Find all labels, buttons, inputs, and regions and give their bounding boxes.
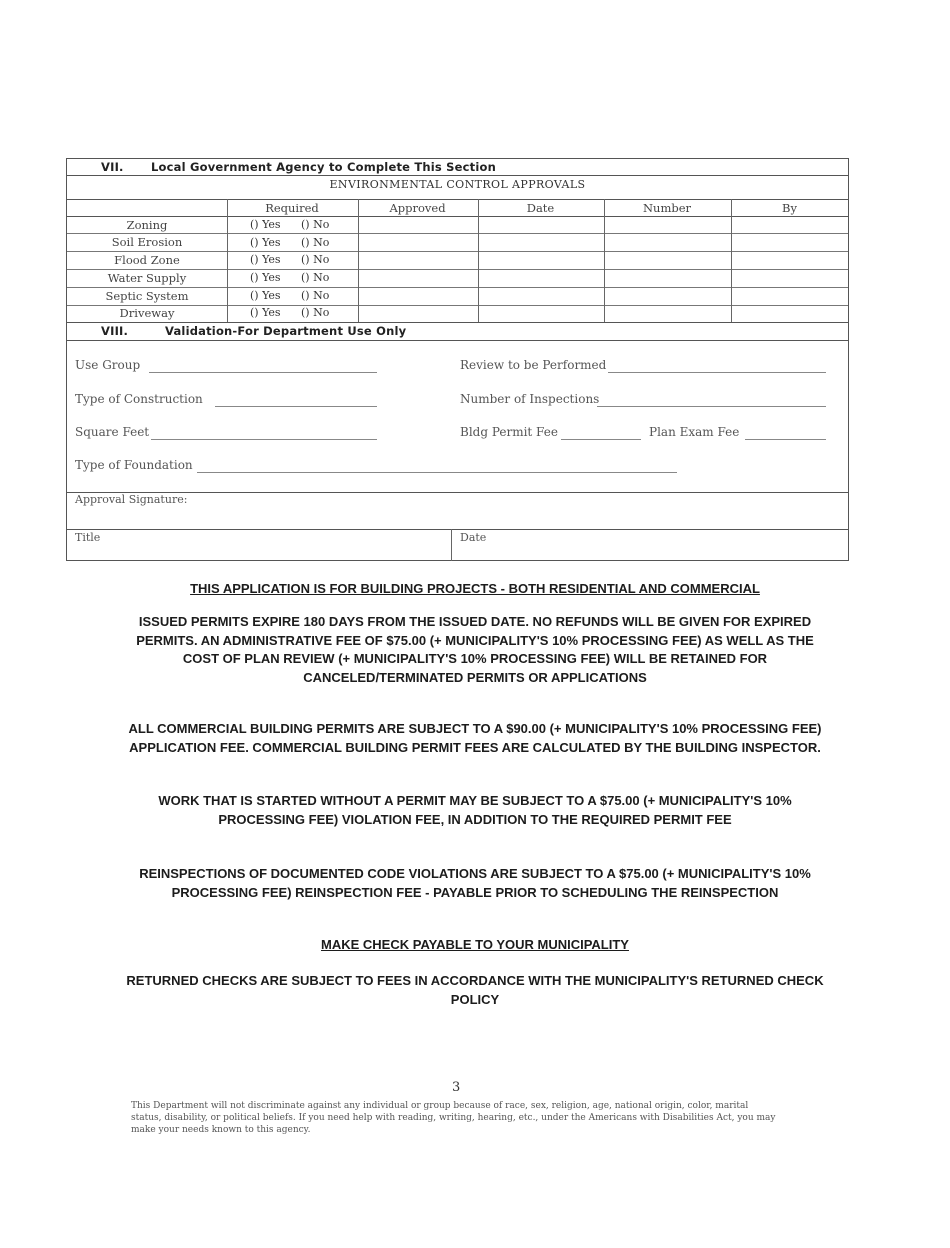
col-required: Required (265, 201, 319, 215)
number-inspections-input[interactable] (597, 406, 826, 407)
flood-zone-yes-option[interactable]: () Yes (250, 253, 281, 266)
title-label: Title (75, 531, 101, 544)
number-inspections-label: Number of Inspections (460, 392, 600, 406)
date-label: Date (460, 531, 487, 544)
col-number: Number (642, 201, 692, 215)
use-group-input[interactable] (149, 372, 377, 373)
environmental-control-title: ENVIRONMENTAL CONTROL APPROVALS (329, 178, 586, 191)
section-viii-title: Validation-For Department Use Only (165, 324, 407, 338)
plan-exam-fee-label: Plan Exam Fee (649, 425, 740, 439)
plan-exam-fee-input[interactable] (745, 439, 826, 440)
zoning-no-option[interactable]: () No (301, 218, 330, 231)
nondiscrimination-footer: This Department will not discriminate against any individual or group because of race, sex, religion, age, national origin, color, marital status, disability, or political beliefs. If you need help with reading, writing, hearing, etc., under the Americans with Disabilities Act, you may make your needs known to this agency. (131, 1101, 776, 1135)
row-label-zoning: Zoning (126, 218, 168, 232)
permit-form-section (66, 158, 849, 561)
type-foundation-input[interactable] (197, 472, 677, 473)
driveway-no-option[interactable]: () No (301, 306, 330, 319)
col-approved: Approved (389, 201, 446, 215)
page-number: 3 (452, 1080, 461, 1095)
notice-application-scope: THIS APPLICATION IS FOR BUILDING PROJECTS - BOTH RESIDENTIAL AND COMMERCIAL (190, 581, 760, 596)
approval-signature-label: Approval Signature: (75, 493, 188, 506)
bldg-permit-fee-label: Bldg Permit Fee (460, 425, 558, 439)
zoning-yes-option[interactable]: () Yes (250, 218, 281, 231)
notice-check-payable: MAKE CHECK PAYABLE TO YOUR MUNICIPALITY (321, 937, 629, 952)
square-feet-label: Square Feet (75, 425, 150, 439)
driveway-yes-option[interactable]: () Yes (250, 306, 281, 319)
water-supply-no-option[interactable]: () No (301, 271, 330, 284)
review-performed-input[interactable] (608, 372, 826, 373)
use-group-label: Use Group (75, 358, 141, 372)
septic-system-no-option[interactable]: () No (301, 289, 330, 302)
soil-erosion-no-option[interactable]: () No (301, 236, 330, 249)
section-vii-number: VII. (101, 160, 124, 174)
type-construction-input[interactable] (215, 406, 377, 407)
row-label-flood-zone: Flood Zone (114, 253, 180, 267)
soil-erosion-yes-option[interactable]: () Yes (250, 236, 281, 249)
col-date: Date (526, 201, 555, 215)
row-label-septic-system: Septic System (105, 289, 189, 303)
row-label-driveway: Driveway (119, 306, 175, 320)
section-viii-header (67, 323, 848, 339)
notice-reinspection-fee: REINSPECTIONS OF DOCUMENTED CODE VIOLATIONS ARE SUBJECT TO A $75.00 (+ MUNICIPALITY'S 10% PROCESSING FEE) REINSPECTION FEE - PAYABLE PRIOR TO SCHEDULING THE REINSPECTION (139, 866, 811, 900)
septic-system-yes-option[interactable]: () Yes (250, 289, 281, 302)
notice-commercial-fee: ALL COMMERCIAL BUILDING PERMITS ARE SUBJECT TO A $90.00 (+ MUNICIPALITY'S 10% PROCESSING FEE) APPLICATION FEE. COMMERCIAL BUILDING PERMIT FEES ARE CALCULATED BY THE BUILDING INSPECTOR. (128, 721, 822, 755)
water-supply-yes-option[interactable]: () Yes (250, 271, 281, 284)
row-label-water-supply: Water Supply (107, 271, 187, 285)
section-viii-number: VIII. (101, 324, 129, 338)
square-feet-input[interactable] (151, 439, 377, 440)
review-performed-label: Review to be Performed (460, 358, 607, 372)
flood-zone-no-option[interactable]: () No (301, 253, 330, 266)
bldg-permit-fee-input[interactable] (561, 439, 641, 440)
notice-returned-checks: RETURNED CHECKS ARE SUBJECT TO FEES IN ACCORDANCE WITH THE MUNICIPALITY'S RETURNED CHECK POLICY (126, 973, 824, 1007)
col-by: By (782, 201, 797, 215)
type-construction-label: Type of Construction (75, 392, 203, 406)
type-foundation-label: Type of Foundation (75, 458, 193, 472)
row-label-soil-erosion: Soil Erosion (111, 235, 183, 249)
notice-permit-expiration: ISSUED PERMITS EXPIRE 180 DAYS FROM THE ISSUED DATE. NO REFUNDS WILL BE GIVEN FOR EXPIRED PERMITS. AN ADMINISTRATIVE FEE OF $75.00 (+ MUNICIPALITY'S 10% PROCESSING FEE) AS WELL AS THE COST OF PLAN REVIEW (+ MUNICIPALITY'S 10% PROCESSING FEE) WILL BE RETAINED FOR CANCELED/TERMINATED PERMITS OR APPLICATIONS (136, 614, 814, 685)
section-vii-title: Local Government Agency to Complete This Section (151, 160, 496, 174)
notice-violation-fee: WORK THAT IS STARTED WITHOUT A PERMIT MAY BE SUBJECT TO A $75.00 (+ MUNICIPALITY'S 10% PROCESSING FEE) VIOLATION FEE, IN ADDITION TO THE REQUIRED PERMIT FEE (158, 793, 792, 827)
section-vii-header (67, 159, 848, 175)
